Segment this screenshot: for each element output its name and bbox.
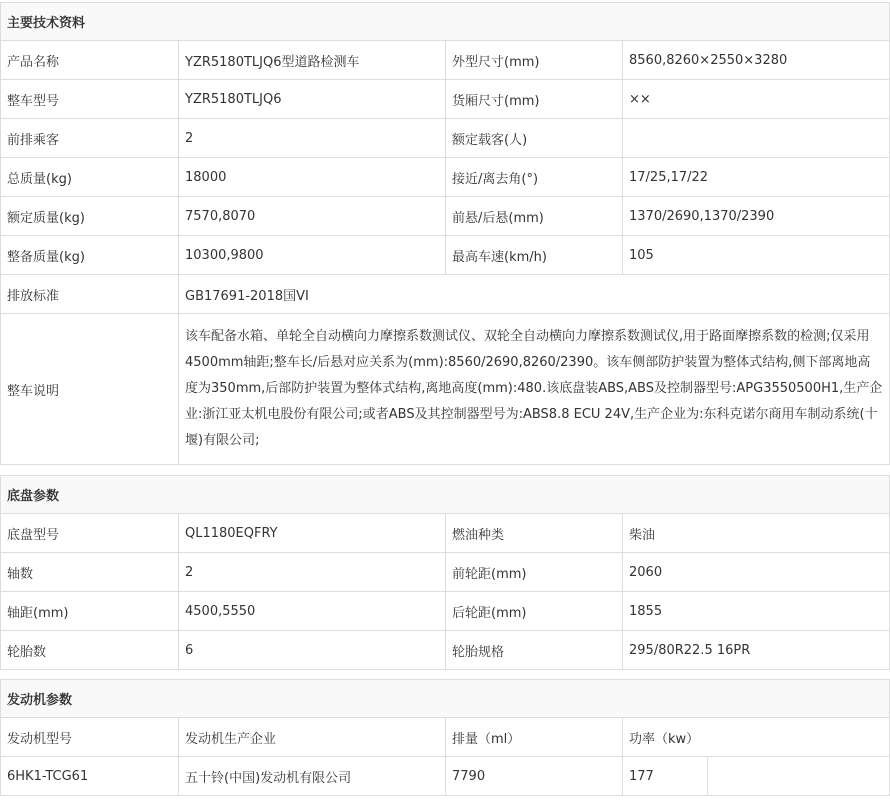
label-cell: 接近/离去角(°) <box>446 158 623 197</box>
label-cell: 外型尺寸(mm) <box>446 41 623 80</box>
value-cell: 18000 <box>179 158 446 197</box>
table-row <box>1 41 890 80</box>
label-cell: 轴数 <box>1 553 179 592</box>
value-cell: 8560,8260×2550×3280 <box>623 41 890 80</box>
label-cell: 最高车速(km/h) <box>446 236 623 275</box>
label-cell: 整车型号 <box>1 80 179 119</box>
value-cell: YZR5180TLJQ6型道路检测车 <box>179 41 446 80</box>
chassis-title: 底盘参数 <box>1 476 890 514</box>
value-cell: 4500,5550 <box>179 592 446 631</box>
label-cell: 前排乘客 <box>1 119 179 158</box>
table-row <box>1 275 890 314</box>
label-cell: 额定质量(kg) <box>1 197 179 236</box>
value-cell: 17/25,17/22 <box>623 158 890 197</box>
power-cell <box>623 757 890 796</box>
engine-title: 发动机参数 <box>1 680 890 718</box>
label-cell: 后轮距(mm) <box>446 592 623 631</box>
label-cell: 轴距(mm) <box>1 592 179 631</box>
engine-table <box>0 679 890 796</box>
description-cell: 该车配备水箱、单轮全自动横向力摩擦系数测试仪、双轮全自动横向力摩擦系数测试仪,用于路面摩擦系数的检测;仅采用4500mm轴距;整车长/后悬对应关系为(mm):8560/2690,8260/2390。该车侧部防护装置为整体式结构,侧下部离地高度为350mm,后部防护装置为整体式结构,离地高度(mm):480.该底盘装ABS,ABS及控制器型号:APG3550500H1,生产企业:浙江亚太机电股份有限公司;或者ABS及其控制器型号为:ABS8.8 ECU 24V,生产企业为:东科克诺尔商用车制动系统(十堰)有限公司; <box>179 314 890 465</box>
value-cell: 6 <box>179 631 446 670</box>
value-cell: ×× <box>623 80 890 119</box>
table-header-row <box>1 718 890 757</box>
table-row <box>1 197 890 236</box>
table-row <box>1 757 890 796</box>
label-cell: 排放标准 <box>1 275 179 314</box>
engine-model-cell: 6HK1-TCG61 <box>1 757 179 796</box>
displacement-cell: 7790 <box>446 757 623 796</box>
value-cell: 2060 <box>623 553 890 592</box>
label-cell: 产品名称 <box>1 41 179 80</box>
chassis-section <box>0 475 889 670</box>
chassis-table <box>0 475 890 670</box>
value-cell: 1855 <box>623 592 890 631</box>
table-row <box>1 119 890 158</box>
value-cell <box>623 119 890 158</box>
value-cell: 10300,9800 <box>179 236 446 275</box>
label-cell: 轮胎数 <box>1 631 179 670</box>
column-header: 排量（ml） <box>446 718 623 757</box>
tech-section <box>0 2 889 465</box>
label-cell: 货厢尺寸(mm) <box>446 80 623 119</box>
value-cell: 7570,8070 <box>179 197 446 236</box>
value-cell: 105 <box>623 236 890 275</box>
column-header: 发动机生产企业 <box>179 718 446 757</box>
tech-table <box>0 2 890 465</box>
value-cell: YZR5180TLJQ6 <box>179 80 446 119</box>
value-cell: 2 <box>179 553 446 592</box>
column-header: 发动机型号 <box>1 718 179 757</box>
table-row <box>1 314 890 465</box>
label-cell: 轮胎规格 <box>446 631 623 670</box>
table-row <box>1 236 890 275</box>
label-cell: 总质量(kg) <box>1 158 179 197</box>
table-row <box>1 80 890 119</box>
value-cell: 2 <box>179 119 446 158</box>
value-cell: QL1180EQFRY <box>179 514 446 553</box>
value-cell: 柴油 <box>623 514 890 553</box>
label-cell: 前悬/后悬(mm) <box>446 197 623 236</box>
value-cell: 1370/2690,1370/2390 <box>623 197 890 236</box>
empty-cell <box>708 757 889 795</box>
label-cell: 燃油种类 <box>446 514 623 553</box>
table-row <box>1 592 890 631</box>
label-cell: 整车说明 <box>1 314 179 465</box>
power-value: 177 <box>623 757 708 795</box>
engine-section <box>0 679 889 796</box>
label-cell: 底盘型号 <box>1 514 179 553</box>
tech-title: 主要技术资料 <box>1 3 890 41</box>
table-row <box>1 553 890 592</box>
column-header: 功率（kw） <box>623 718 890 757</box>
value-cell: GB17691-2018国VI <box>179 275 890 314</box>
label-cell: 整备质量(kg) <box>1 236 179 275</box>
value-cell: 295/80R22.5 16PR <box>623 631 890 670</box>
table-row <box>1 631 890 670</box>
label-cell: 额定载客(人) <box>446 119 623 158</box>
label-cell: 前轮距(mm) <box>446 553 623 592</box>
table-row <box>1 158 890 197</box>
table-row <box>1 514 890 553</box>
engine-maker-cell: 五十铃(中国)发动机有限公司 <box>179 757 446 796</box>
